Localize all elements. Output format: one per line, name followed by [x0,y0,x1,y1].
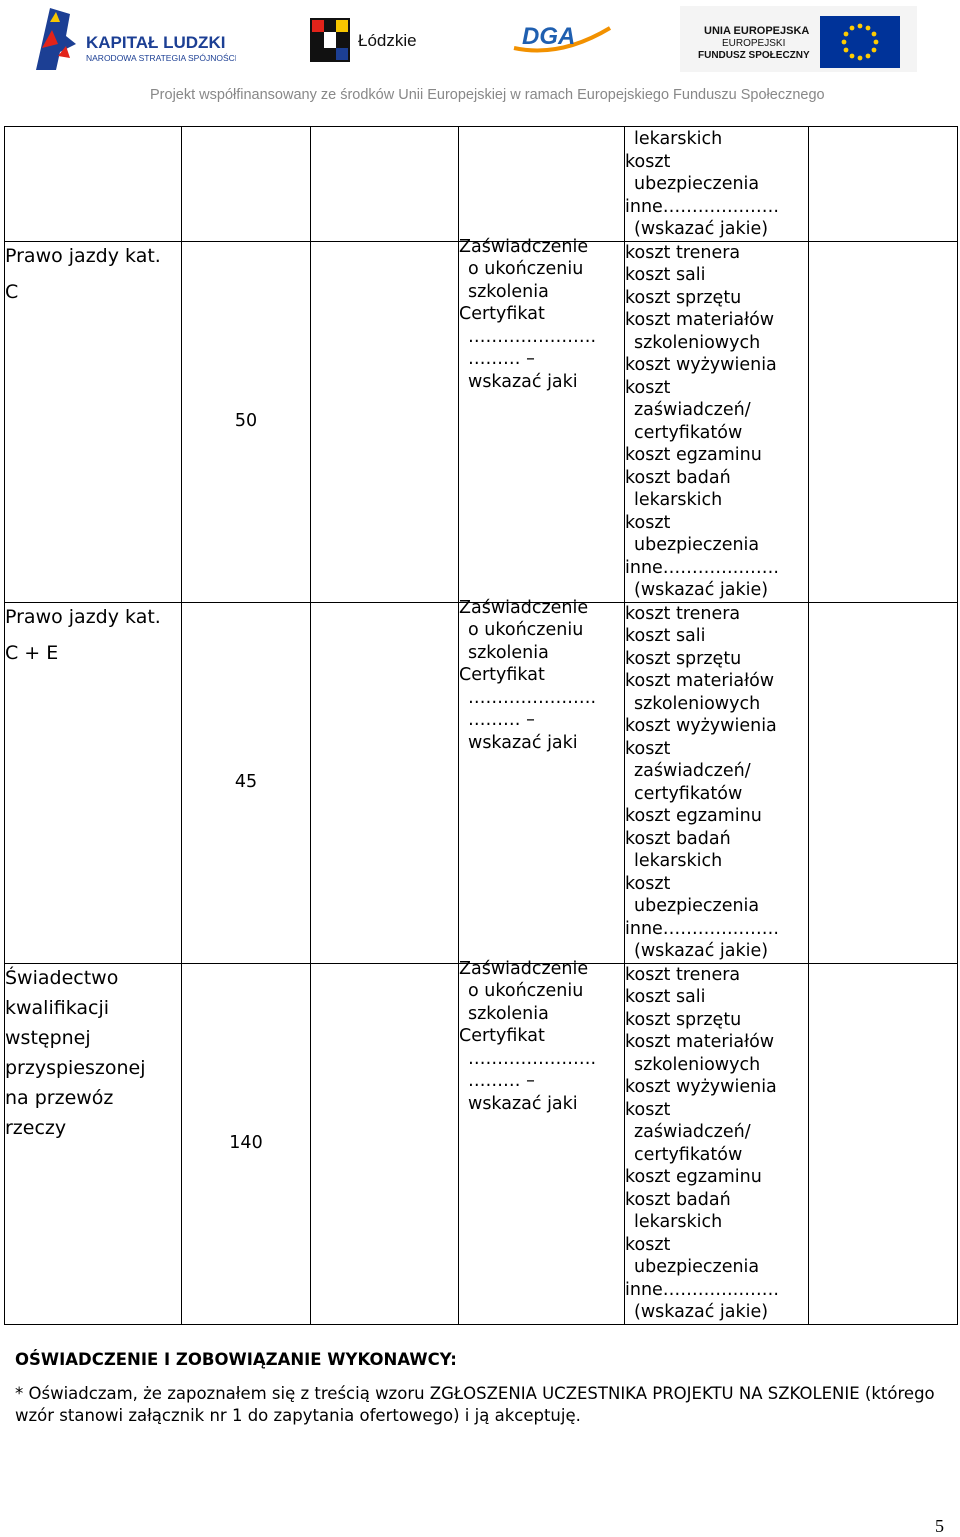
doc-line: ……… – [468,710,535,730]
cost-line: ubezpieczenia [634,1257,760,1277]
training-hours [182,602,311,963]
cell-empty [311,241,459,602]
doc-line: Certyfikat [459,1026,545,1046]
cost-line: ubezpieczenia [634,174,760,194]
cost-line: koszt wyżywienia [625,716,777,736]
eu-line1: UNIA EUROPEJSKA [704,25,810,37]
cost-line: koszt sprzętu [625,287,742,308]
cost-line: koszt materiałów [625,310,775,330]
cost-line: koszt sprzętu [625,648,742,669]
cost-line: (wskazać jakie) [634,941,769,961]
cost-line: koszt egzaminu [625,806,762,826]
table-row [5,241,958,602]
training-table [4,126,958,1325]
cost-line: lekarskich [634,129,723,149]
lodzkie-text: Łódzkie [358,31,417,50]
doc-line: o ukończeniu [468,981,584,1001]
cell-empty [311,127,459,242]
cost-line: ubezpieczenia [634,535,760,555]
lodzkie-logo [310,18,440,62]
cell-empty [311,602,459,963]
cost-line: koszt badań [625,467,731,488]
training-doc [459,597,625,963]
cost-line: (wskazać jakie) [634,219,769,239]
cost-line: koszt [625,1099,671,1120]
cost-line: (wskazać jakie) [634,580,769,600]
name-line: C + E [5,641,59,664]
doc-line: o ukończeniu [468,259,584,279]
cell-hours [182,127,311,242]
cost-line: szkoleniowych [634,332,761,353]
name-line: rzeczy [5,1116,67,1139]
name-line: C [5,280,19,303]
cost-line: koszt egzaminu [625,1167,762,1187]
training-name [5,963,182,1324]
dga-logo [510,18,620,58]
cost-line: koszt [625,1234,671,1255]
cell-name [5,127,182,242]
eu-line3: FUNDUSZ SPOŁECZNY [698,50,810,61]
cost-line: certyfikatów [634,422,743,443]
training-doc [459,958,625,1324]
training-hours [182,963,311,1324]
cell-doc [459,127,625,242]
cost-line: lekarskich [634,1212,723,1232]
kl-subtitle: NARODOWA STRATEGIA SPÓJNOŚCI [86,53,236,63]
doc-line: wskazać jaki [468,732,578,753]
cost-line: koszt [625,151,671,172]
cost-line: koszt wyżywienia [625,1077,777,1097]
cost-line: inne………….……. [625,918,779,939]
training-costs [625,241,809,602]
cost-line: szkoleniowych [634,1054,761,1075]
training-hours [182,241,311,602]
cell-empty [311,963,459,1324]
cost-line: inne………….……. [625,196,779,217]
training-name [5,241,182,602]
cost-line: koszt sali [625,626,706,646]
dga-text: DGA [522,23,576,50]
cell-empty [809,241,958,602]
doc-line: Certyfikat [459,665,545,685]
page-header [0,0,960,120]
doc-line: Certyfikat [459,304,545,324]
cost-line: zaświadczeń/ [634,400,751,420]
declaration-text: * Oświadczam, że zapoznałem się z treścią wzoru ZGŁOSZENIA UCZESTNIKA PROJEKTU NA SZKOLENIE (którego wzór stanowi załącznik nr 1 do zapytania ofertowego) i ją akceptuję. [15,1384,935,1425]
doc-line: Zaświadczenie [459,236,589,257]
training-name [5,602,182,963]
cost-line: koszt [625,377,671,398]
eu-line2: EUROPEJSKI [722,38,786,49]
cost-line: lekarskich [634,490,723,510]
cost-line: zaświadczeń/ [634,761,751,781]
cost-line: (wskazać jakie) [634,1302,769,1322]
training-costs [625,602,809,963]
cost-line: koszt trenera [625,242,741,263]
table-row [5,127,958,242]
cost-line: koszt [625,512,671,533]
cost-line: certyfikatów [634,783,743,804]
training-doc [459,236,625,602]
cost-line: certyfikatów [634,1144,743,1165]
cell-empty [809,963,958,1324]
cost-line: koszt badań [625,1189,731,1210]
cost-line: zaświadczeń/ [634,1122,751,1142]
cell-empty [809,602,958,963]
cost-line: koszt sali [625,987,706,1007]
page-number: 5 [935,1516,944,1536]
doc-line: ……… – [468,349,535,369]
project-subtitle: Projekt współfinansowany ze środków Unii Europejskiej w ramach Europejskiego Funduszu Społecznego [150,87,825,103]
eu-logo [680,6,917,72]
cell-empty [809,127,958,242]
cost-line: szkoleniowych [634,693,761,714]
doc-line: o ukończeniu [468,620,584,640]
table-row [5,602,958,963]
doc-line: Zaświadczenie [459,958,589,979]
table-row [5,963,958,1324]
doc-line: ……… – [468,1071,535,1091]
cost-line: koszt [625,738,671,759]
doc-line: szkolenia [468,281,549,302]
cost-line: koszt [625,873,671,894]
doc-line: szkolenia [468,1003,549,1024]
doc-line: Zaświadczenie [459,597,589,618]
cost-line: koszt sali [625,265,706,285]
name-line: kwalifikacji [5,996,110,1019]
doc-line: wskazać jaki [468,1093,578,1114]
declaration-heading: OŚWIADCZENIE I ZOBOWIĄZANIE WYKONAWCY: [15,1350,457,1369]
kl-title: KAPITAŁ LUDZKI [86,33,226,52]
doc-line: …………………. [468,1048,597,1069]
name-line: przyspieszonej [5,1056,146,1079]
cost-line: lekarskich [634,851,723,871]
doc-line: wskazać jaki [468,371,578,392]
hours-value: 45 [234,772,258,793]
cost-line: koszt sprzętu [625,1009,742,1030]
name-line: wstępnej [5,1026,91,1049]
cost-line: inne………….……. [625,557,779,578]
doc-line: …………………. [468,687,597,708]
cost-line: inne………….……. [625,1279,779,1300]
hours-value: 140 [229,1133,263,1154]
cell-costs [625,127,809,242]
cost-line: ubezpieczenia [634,896,760,916]
cost-line: koszt trenera [625,964,741,985]
name-line: Prawo jazdy kat. [5,244,161,267]
name-line: Świadectwo [5,966,119,989]
hours-value: 50 [234,411,258,432]
cost-line: koszt materiałów [625,671,775,691]
doc-line: szkolenia [468,642,549,663]
cost-line: koszt materiałów [625,1032,775,1052]
cost-line: koszt egzaminu [625,445,762,465]
name-line: Prawo jazdy kat. [5,605,161,628]
cost-line: koszt badań [625,828,731,849]
training-costs [625,963,809,1324]
cost-line: koszt wyżywienia [625,355,777,375]
kapital-ludzki-logo [36,8,236,72]
cost-line: koszt trenera [625,603,741,624]
name-line: na przewóz [5,1086,114,1109]
doc-line: …………………. [468,326,597,347]
